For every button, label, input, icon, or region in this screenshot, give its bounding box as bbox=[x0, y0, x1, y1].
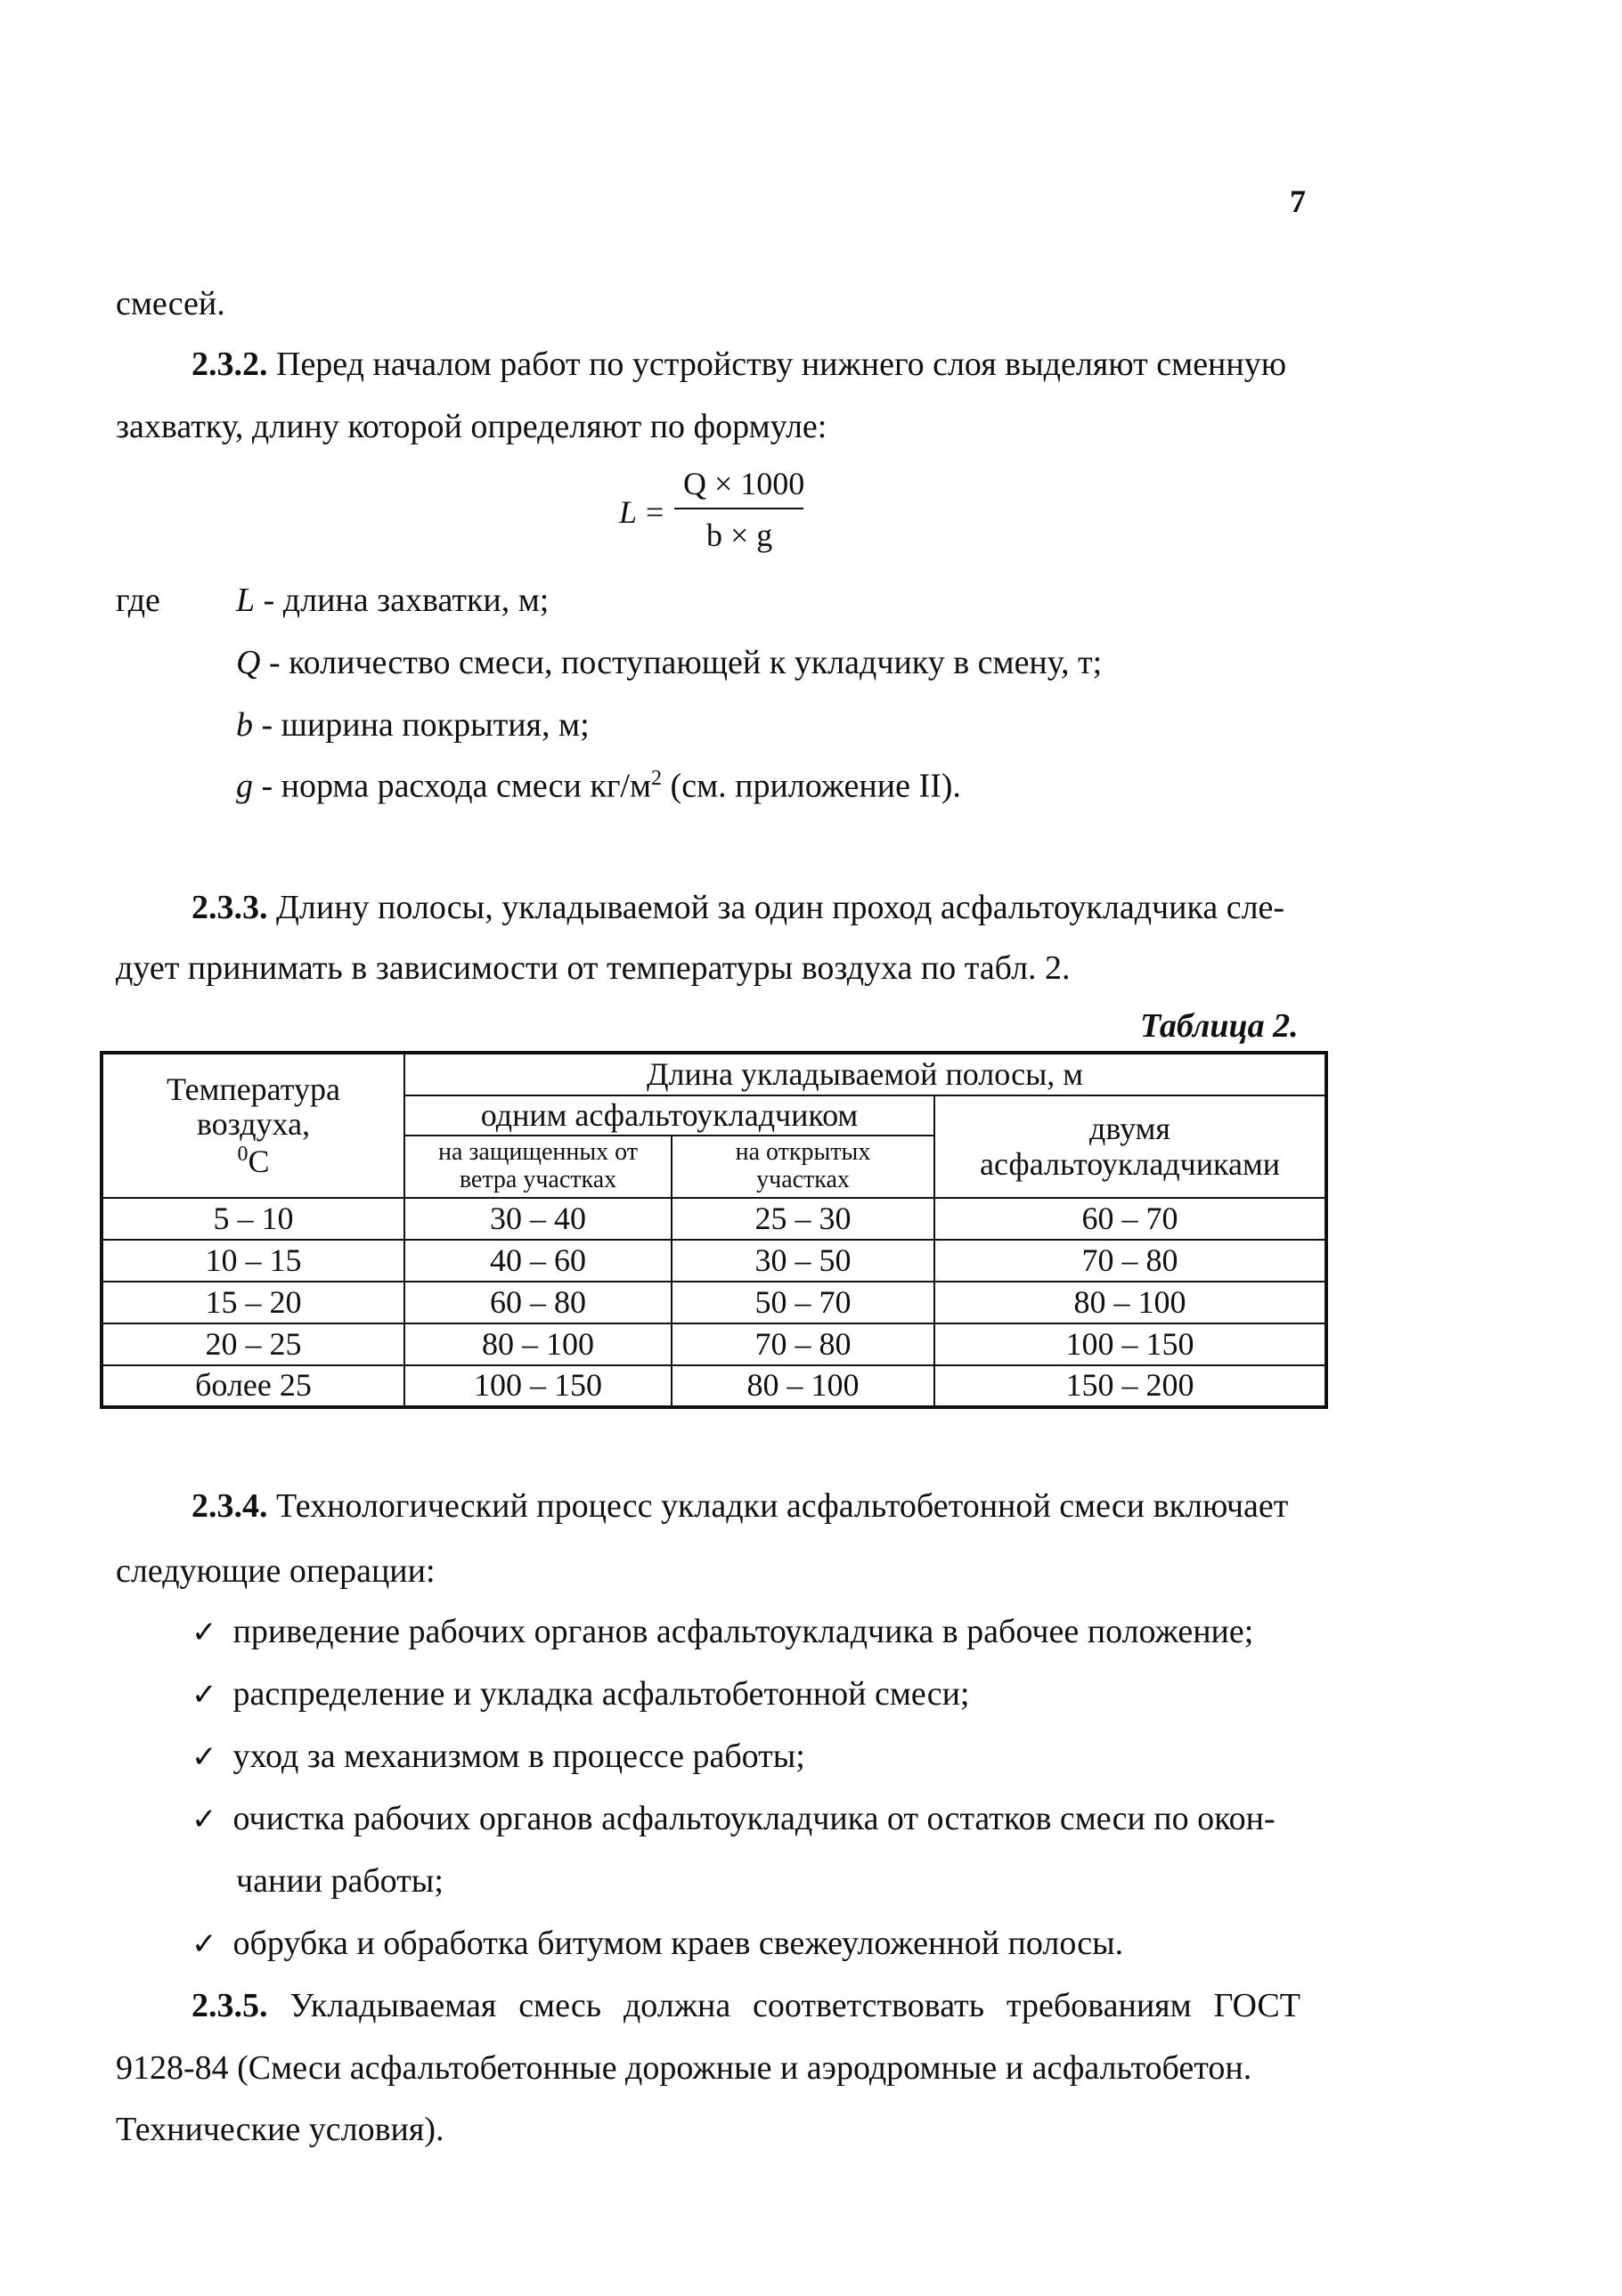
header-protected: на защищенных от ветра участках bbox=[404, 1136, 672, 1198]
fraction-bar bbox=[674, 508, 803, 509]
table-caption: Таблица 2. bbox=[1140, 1007, 1299, 1045]
paragraph-2-3-3-line-2: дует принимать в зависимости от температуры воздуха по табл. 2. bbox=[116, 949, 1071, 987]
where-item-b: b - ширина покрытия, м; bbox=[236, 706, 590, 744]
table-row: 20 – 25 80 – 100 70 – 80 100 – 150 bbox=[102, 1323, 1326, 1365]
list-item: ✓ приведение рабочих органов асфальтоукладчика в рабочее положение; bbox=[192, 1613, 1254, 1650]
paragraph-2-3-2-line-1: 2.3.2. Перед началом работ по устройству нижнего слоя выделяют сменную bbox=[192, 346, 1287, 383]
section-number: 2.3.2. bbox=[192, 346, 268, 383]
header-open: на открытых участках bbox=[672, 1136, 934, 1198]
check-icon: ✓ bbox=[192, 1926, 217, 1962]
table-row: 5 – 10 30 – 40 25 – 30 60 – 70 bbox=[102, 1198, 1326, 1240]
list-item: ✓ уход за механизмом в процессе работы; bbox=[192, 1738, 805, 1775]
formula-equals: = bbox=[646, 494, 664, 530]
paragraph-2-3-4-line-1: 2.3.4. Технологический процесс укладки асфальтобетонной смеси включает bbox=[192, 1487, 1289, 1525]
paragraph-2-3-5-line-2: 9128-84 (Смеси асфальтобетонные дорожные и аэродромные и асфальтобетон. bbox=[116, 2049, 1252, 2087]
list-item-continuation: чании работы; bbox=[236, 1862, 444, 1900]
page-number: 7 bbox=[1290, 183, 1306, 219]
header-length: Длина укладываемой полосы, м bbox=[404, 1053, 1326, 1095]
paragraph-2-3-3-line-1: 2.3.3. Длину полосы, укладываемой за один проход асфальтоукладчика сле- bbox=[192, 889, 1285, 926]
check-icon: ✓ bbox=[192, 1739, 217, 1775]
table-row: более 25 100 – 150 80 – 100 150 – 200 bbox=[102, 1365, 1326, 1407]
paragraph-2-3-2-line-2: захватку, длину которой определяют по формуле: bbox=[116, 408, 827, 445]
formula bbox=[619, 465, 806, 554]
where-label: где bbox=[116, 582, 160, 619]
temperature-table bbox=[100, 1051, 1328, 1409]
formula-lhs: L bbox=[619, 494, 638, 530]
table-row: 10 – 15 40 – 60 30 – 50 70 – 80 bbox=[102, 1240, 1326, 1282]
check-icon: ✓ bbox=[192, 1677, 217, 1713]
header-one-paver: одним асфальтоукладчиком bbox=[404, 1095, 934, 1136]
paragraph-2-3-5-line-3: Технические условия). bbox=[116, 2111, 444, 2148]
check-icon: ✓ bbox=[192, 1615, 217, 1650]
paragraph-2-3-5-line-1: 2.3.5. Укладываемая смесь должна соответствовать требованиям ГОСТ bbox=[192, 1987, 1300, 2024]
table-row: 15 – 20 60 – 80 50 – 70 80 – 100 bbox=[102, 1282, 1326, 1323]
header-two-pavers: двумя асфальтоукладчиками bbox=[934, 1095, 1326, 1198]
formula-numerator: Q × 1000 bbox=[683, 466, 805, 501]
where-item-L: L - длина захватки, м; bbox=[236, 582, 550, 619]
paragraph-2-3-4-line-2: следующие операции: bbox=[116, 1552, 436, 1590]
list-item: ✓ очистка рабочих органов асфальтоукладчика от остатков смеси по окон- bbox=[192, 1800, 1276, 1837]
where-item-g: g - норма расхода смеси $кг/м^2$ (см. приложение II). bbox=[236, 767, 961, 805]
where-item-Q: Q - количество смеси, поступающей к укладчику в смену, т; bbox=[236, 644, 1103, 681]
continuation-line: смесей. bbox=[116, 285, 225, 322]
formula-denominator: b × g bbox=[706, 517, 773, 553]
header-temperature: Температура воздуха, $^0$С bbox=[102, 1053, 404, 1198]
list-item: ✓ обрубка и обработка битумом краев свежеуложенной полосы. bbox=[192, 1925, 1124, 1962]
check-icon: ✓ bbox=[192, 1802, 217, 1837]
list-item: ✓ распределение и укладка асфальтобетонной смеси; bbox=[192, 1675, 970, 1713]
